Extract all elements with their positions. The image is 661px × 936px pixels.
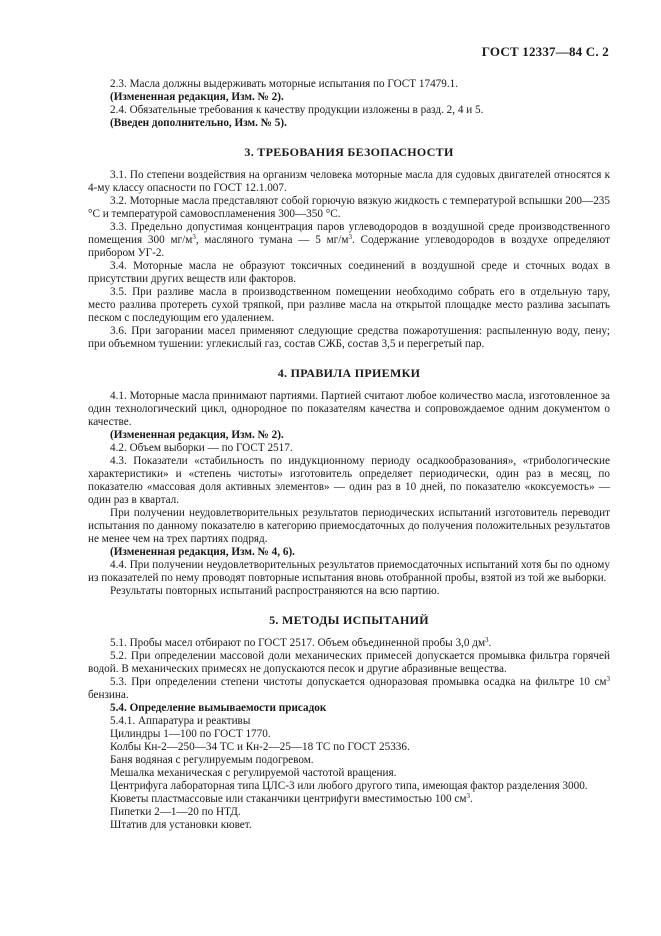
paragraph-3-2: 3.2. Моторные масла представляют собой горючую вязкую жидкость с температурой вспышки 200—235 °С и температурой самовоспламенения 300—350 °С.	[88, 195, 610, 220]
paragraph-4-1: 4.1. Моторные масла принимают партиями. Партией считают любое количество масла, изготовленное за один технологический цикл, однородное по показателям качества и сопровождаемое одним документом о качестве.	[88, 390, 610, 428]
amendment-note: (Измененная редакция, Изм. № 2).	[110, 429, 284, 441]
list-item: Кюветы пластмассовые или стаканчики центрифуги вместимостью 100 $см^3$.	[110, 792, 473, 805]
amendment-note: (Измененная редакция, Изм. № 4, 6).	[110, 546, 295, 558]
list-item: Цилиндры 1—100 по ГОСТ 1770.	[110, 728, 271, 740]
paragraph-2-3: 2.3. Масла должны выдерживать моторные испытания по ГОСТ 17479.1.	[110, 78, 459, 90]
list-item: Пипетки 2—1—20 по НТД.	[110, 806, 241, 818]
paragraph-3-5: 3.5. При разливе масла в производственном помещении необходимо собрать его в отдельную тару, место разлива протереть сухой тряпкой, при разливе масла на открытой площадке место разлива засыпать песком с последующим его удалением.	[88, 286, 610, 324]
document-body	[88, 78, 610, 832]
paragraph-4-4-continued: Результаты повторных испытаний распространяются на всю партию.	[110, 585, 440, 597]
paragraph-3-6: 3.6. При загорании масел применяют следующие средства пожаротушения: распыленную воду, пену; при объемном тушении: углекислый газ, состав СЖБ, состав 3,5 и перегретый пар.	[88, 325, 610, 350]
paragraph-5-4-1: 5.4.1. Аппаратура и реактивы	[110, 715, 251, 727]
list-item: Центрифуга лабораторная типа ЦЛС-3 или любого другого типа, имеющая фактор разделения 3000.	[110, 780, 588, 792]
paragraph-4-2: 4.2. Объем выборки — по ГОСТ 2517.	[110, 442, 293, 454]
paragraph-5-2: 5.2. При определении массовой доли механических примесей допускается промывка фильтра горячей водой. В механических примесях не допускаются песок и другие абразивные вещества.	[88, 650, 610, 675]
paragraph-4-4: 4.4. При получении неудовлетворительных результатов приемосдаточных испытаний хотя бы по одному из показателей по нему проводят повторные испытания вновь отобранной пробы, взятой из той же выборки.	[88, 559, 610, 584]
paragraph-3-3: 3.3. Предельно допустимая концентрация паров углеводородов в воздушной среде производственного помещения 300 $мг/м^3$, масляного тумана — 5 $мг/м^3$. Содержание углеводородов в воздухе определяют прибором УГ-2.	[88, 221, 610, 259]
paragraph-5-3: 5.3. При определении степени чистоты допускается одноразовая промывка осадка на фильтре 10 $см^3$ бензина.	[88, 675, 610, 701]
section-5-title: 5. МЕТОДЫ ИСПЫТАНИЙ	[269, 613, 429, 627]
amendment-note: (Введен дополнительно, Изм. № 5).	[110, 117, 287, 129]
paragraph-5-1: 5.1. Пробы масел отбирают по ГОСТ 2517. Объем объединенной пробы 3,0 $дм^3$.	[110, 636, 492, 649]
list-item: Баня водяная с регулируемым подогревом.	[110, 754, 314, 766]
section-4-title: 4. ПРАВИЛА ПРИЕМКИ	[277, 366, 421, 380]
subsection-5-4-title: 5.4. Определение вымываемости присадок	[110, 702, 327, 714]
paragraph-2-4: 2.4. Обязательные требования к качеству продукции изложены в разд. 2, 4 и 5.	[110, 104, 484, 116]
list-item: Мешалка механическая с регулируемой частотой вращения.	[110, 767, 397, 779]
paragraph-3-4: 3.4. Моторные масла не образуют токсичных соединений в воздушной среде и сточных водах в присутствии других веществ или факторов.	[88, 260, 610, 285]
amendment-note: (Измененная редакция, Изм. № 2).	[110, 91, 284, 103]
paragraph-3-1: 3.1. По степени воздействия на организм человека моторные масла для судовых двигателей относятся к 4-му классу опасности по ГОСТ 12.1.007.	[88, 169, 610, 194]
paragraph-4-3: 4.3. Показатели «стабильность по индукционному периоду осадкообразования», «трибологические характеристики» и «степень чистоты» изготовитель определяет периодически, один раз в месяц, по показателю «массовая доля активных элементов» — один раз в 10 дней, по показателю «коксуемость» — один раз в квартал.	[88, 455, 610, 506]
section-3-title: 3. ТРЕБОВАНИЯ БЕЗОПАСНОСТИ	[244, 145, 454, 159]
page-header: ГОСТ 12337—84 С. 2	[481, 44, 609, 59]
list-item: Штатив для установки кювет.	[110, 819, 252, 831]
list-item: Колбы Кн-2—250—34 ТС и Кн-2—25—18 ТС по ГОСТ 25336.	[110, 741, 410, 753]
paragraph-4-3-continued: При получении неудовлетворительных результатов периодических испытаний изготовитель переводит испытания по данному показателю в категорию приемосдаточных до получения положительных результатов не менее чем на трех партиях подряд.	[88, 507, 610, 545]
